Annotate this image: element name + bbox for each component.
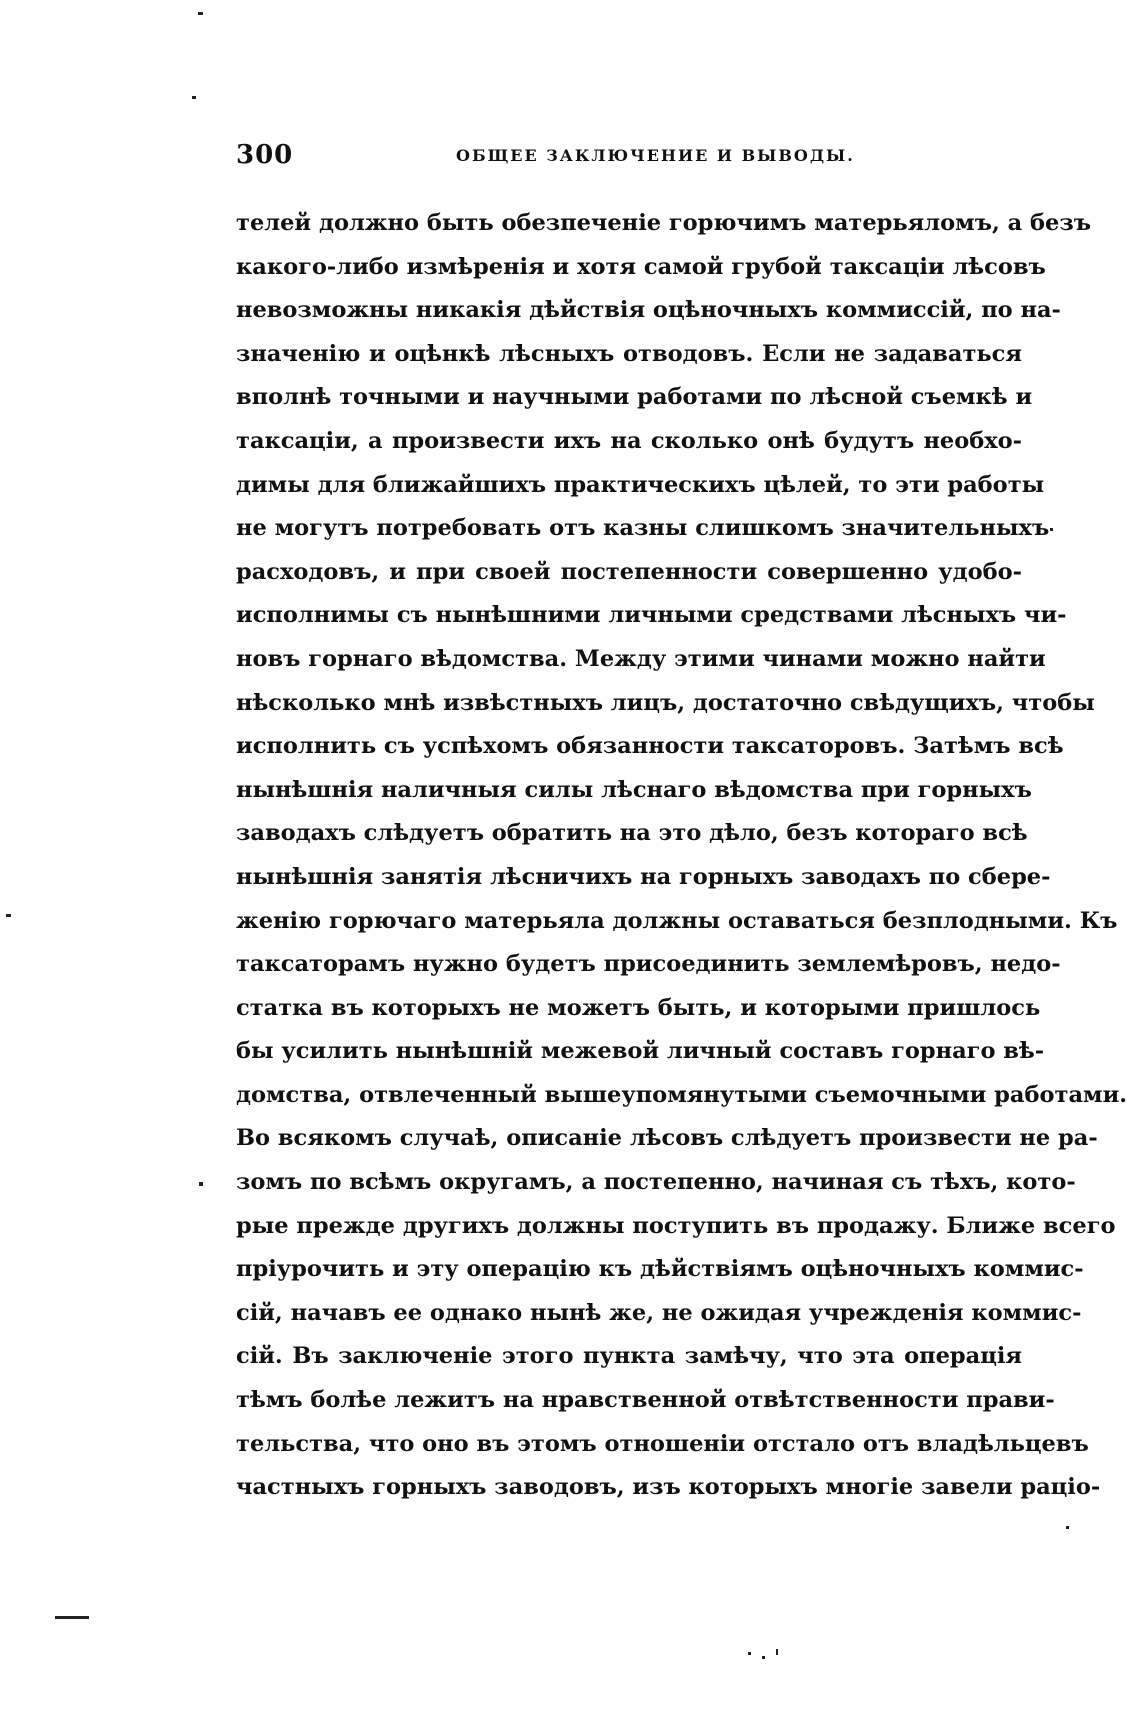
running-head: ОБЩЕЕ ЗАКЛЮЧЕНИЕ И ВЫВОДЫ.: [456, 146, 855, 165]
scan-speck: [1066, 1526, 1069, 1529]
text-line: Во всякомъ случаѣ, описаніе лѣсовъ слѣдуетъ произвести не ра-: [236, 1125, 1098, 1152]
text-line: значенію и оцѣнкѣ лѣсныхъ отводовъ. Если не задаваться: [236, 340, 1022, 367]
scan-speck: [199, 1182, 203, 1186]
text-line: новъ горнаго вѣдомства. Между этими чинами можно найти: [236, 645, 1046, 672]
text-line: женію горючаго матерьяла должны оставаться безплодными. Къ: [236, 907, 1118, 934]
text-line: сій. Въ заключеніе этого пункта замѣчу, что эта операція: [236, 1343, 1022, 1370]
scan-speck: [776, 1649, 778, 1655]
scan-speck: [192, 96, 196, 99]
text-line: пріурочить и эту операцію къ дѣйствіямъ оцѣночныхъ коммис-: [236, 1256, 1084, 1283]
text-line: нѣсколько мнѣ извѣстныхъ лицъ, достаточно свѣдущихъ, чтобы: [236, 689, 1095, 716]
text-line: исполнить съ успѣхомъ обязанности таксаторовъ. Затѣмъ всѣ: [236, 733, 1064, 760]
text-line: какого-либо измѣренія и хотя самой грубой таксаціи лѣсовъ: [236, 253, 1046, 280]
scan-speck: [748, 1652, 751, 1655]
body-text: [236, 202, 1128, 1510]
text-line: статка въ которыхъ не можетъ быть, и которыми пришлось: [236, 994, 1041, 1021]
text-line: сій, начавъ ее однако нынѣ же, не ожидая учрежденія коммис-: [236, 1299, 1082, 1326]
text-line: таксаціи, а произвести ихъ на сколько онѣ будутъ необхо-: [236, 427, 1022, 454]
page-header: [236, 140, 1036, 180]
scan-speck: [198, 12, 203, 15]
text-line: нынѣшнія наличныя силы лѣснаго вѣдомства при горныхъ: [236, 776, 1032, 803]
text-line: не могутъ потребовать отъ казны слишкомъ значительныхъ: [236, 515, 1050, 542]
scan-speck: [762, 1656, 765, 1659]
text-line: телей должно быть обезпеченіе горючимъ матерьяломъ, а безъ: [236, 210, 1091, 236]
scan-speck: [55, 1616, 89, 1619]
text-line: невозможны никакія дѣйствія оцѣночныхъ коммиссій, по на-: [236, 297, 1061, 324]
text-line: расходовъ, и при своей постепенности совершенно удобо-: [236, 558, 1022, 585]
scan-speck: [6, 914, 11, 917]
text-line: домства, отвлеченный вышеупомянутыми съемочными работами.: [236, 1081, 1128, 1108]
scan-speck: [1050, 528, 1053, 531]
page-number: 300: [236, 140, 294, 170]
text-line: рые прежде другихъ должны поступить въ продажу. Ближе всего: [236, 1212, 1116, 1239]
text-line: частныхъ горныхъ заводовъ, изъ которыхъ многіе завели раціо-: [236, 1474, 1101, 1501]
text-line: димы для ближайшихъ практическихъ цѣлей, то эти работы: [236, 471, 1045, 498]
text-line: тельства, что оно въ этомъ отношеніи отстало отъ владѣльцевъ: [236, 1430, 1089, 1457]
text-line: вполнѣ точными и научными работами по лѣсной съемкѣ и: [236, 384, 1033, 411]
text-line: бы усилить нынѣшній межевой личный составъ горнаго вѣ-: [236, 1038, 1045, 1065]
text-line: зомъ по всѣмъ округамъ, а постепенно, начиная съ тѣхъ, кото-: [236, 1169, 1076, 1196]
text-line: таксаторамъ нужно будетъ присоединить землемѣровъ, недо-: [236, 951, 1061, 978]
text-line: нынѣшнія занятія лѣсничихъ на горныхъ заводахъ по сбере-: [236, 863, 1051, 890]
text-line: исполнимы съ нынѣшними личными средствами лѣсныхъ чи-: [236, 602, 1067, 629]
text-line: тѣмъ болѣе лежитъ на нравственной отвѣтственности прави-: [236, 1387, 1055, 1414]
text-line: заводахъ слѣдуетъ обратить на это дѣло, безъ котораго всѣ: [236, 820, 1028, 847]
